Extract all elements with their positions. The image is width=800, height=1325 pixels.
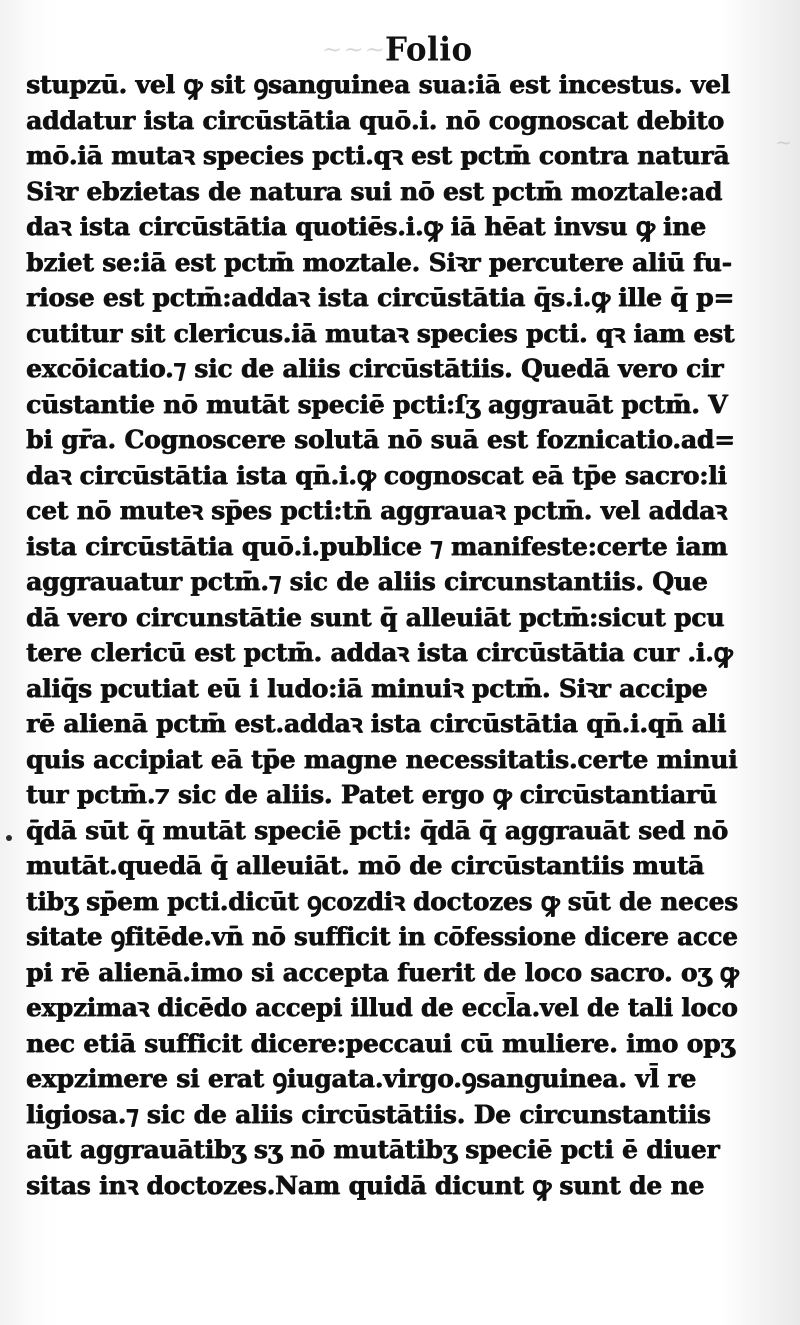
text-line: expzimere si erat ꝯiugata.virgo.ꝯsanguinea. vl̄ re	[26, 1064, 696, 1093]
folio-heading: Folio	[385, 31, 473, 69]
text-line: quis accipiat eā tp̄e magne necessitatis.certe minui	[26, 744, 738, 774]
text-line: cutitur sit clericus.iā mutaꝛ species pcti. qꝛ iam est	[26, 318, 735, 348]
text-line: aggrauatur pctm̄.⁊ sic de aliis circunstantiis. Que	[26, 567, 708, 596]
text-line: pi rē alienā.imo si accepta fuerit de loco sacro. oʒ ꝙ	[26, 957, 739, 987]
text-line: stupzū. vel ꝙ sit ꝯsanguinea sua:iā est incestus. vel	[26, 70, 730, 99]
text-line: tur pctm̄.⁊ sic de aliis. Patet ergo ꝙ circūstantiarū	[26, 780, 717, 809]
text-line: daꝛ ista circūstātia quotiēs.i.ꝙ iā hēat invsu ꝙ ine	[26, 212, 706, 241]
text-line: ligiosa.⁊ sic de aliis circūstātiis. De circunstantiis	[26, 1099, 711, 1129]
text-block	[26, 68, 738, 1248]
text-line: cet nō muteꝛ sp̄es pcti:tn̄ aggrauaꝛ pctm̄. vel addaꝛ	[26, 496, 727, 525]
text-line: Siꝛr ebzietas de natura sui nō est pctm̄ moztale:ad	[26, 176, 723, 206]
text-line: expzimaꝛ dicēdo accepi illud de eccl̄a.vel de tali loco	[26, 993, 738, 1022]
text-line: tere clericū est pctm̄. addaꝛ ista circūstātia cur .i.ꝙ	[26, 638, 733, 667]
text-line: cūstantie nō mutāt speciē pcti:ſʒ aggrauāt pctm̄. V	[26, 389, 728, 419]
text-line: mutāt.quedā q̄ alleuiāt. mō de circūstantiis mutā	[26, 851, 704, 880]
text-line: dā vero circunstātie sunt q̄ alleuiāt pctm̄:sicut pcu	[26, 602, 725, 632]
text-line: ista circūstātia quō.i.publice ⁊ manifeste:certe iam	[26, 531, 728, 561]
margin-dot	[6, 835, 12, 841]
text-line: rē alienā pctm̄ est.addaꝛ ista circūstātia qn̄.i.qn̄ ali	[26, 709, 727, 738]
text-line: sitate ꝯfitēde.vn̄ nō sufficit in cōfessione dicere acce	[26, 922, 738, 951]
text-line: bziet se:iā est pctm̄ moztale. Siꝛr percutere aliū fu-	[26, 247, 732, 277]
text-line: daꝛ circūstātia ista qn̄.i.ꝙ cognoscat eā tp̄e sacro:li	[26, 460, 727, 490]
text-line: tibʒ sp̄em pcti.dicūt ꝯcozdiꝛ doctozes ꝙ sūt de neces	[26, 886, 738, 916]
text-line: q̄dā sūt q̄ mutāt speciē pcti: q̄dā q̄ aggrauāt sed nō	[26, 815, 728, 845]
text-line: addatur ista circūstātia quō.i. nō cognoscat debito	[26, 105, 724, 135]
edge-mark: ~	[775, 130, 792, 154]
text-line: aliq̄s pcutiat eū i ludo:iā minuiꝛ pctm̄. Siꝛr accipe	[26, 673, 708, 703]
text-line: riose est pctm̄:addaꝛ ista circūstātia q̄s.i.ꝙ ille q̄ p=	[26, 283, 735, 312]
text-line: mō.iā mutaꝛ species pcti.qꝛ est pctm̄ contra naturā	[26, 141, 730, 170]
text-line: excōicatio.⁊ sic de aliis circūstātiis. Quedā vero cir	[26, 354, 724, 383]
text-line: bi gr̄a. Cognoscere solutā nō suā est foznicatio.ad=	[26, 425, 735, 454]
text-line: nec etiā sufficit dicere:peccaui cū muliere. imo opʒ	[26, 1028, 735, 1058]
show-through-mark: ~~~	[322, 38, 387, 63]
text-line: sitas inꝛ doctozes.Nam quidā dicunt ꝙ sunt de ne	[26, 1170, 705, 1200]
text-line: aūt aggrauātibʒ sʒ nō mutātibʒ speciē pcti ē diuer	[26, 1135, 720, 1164]
